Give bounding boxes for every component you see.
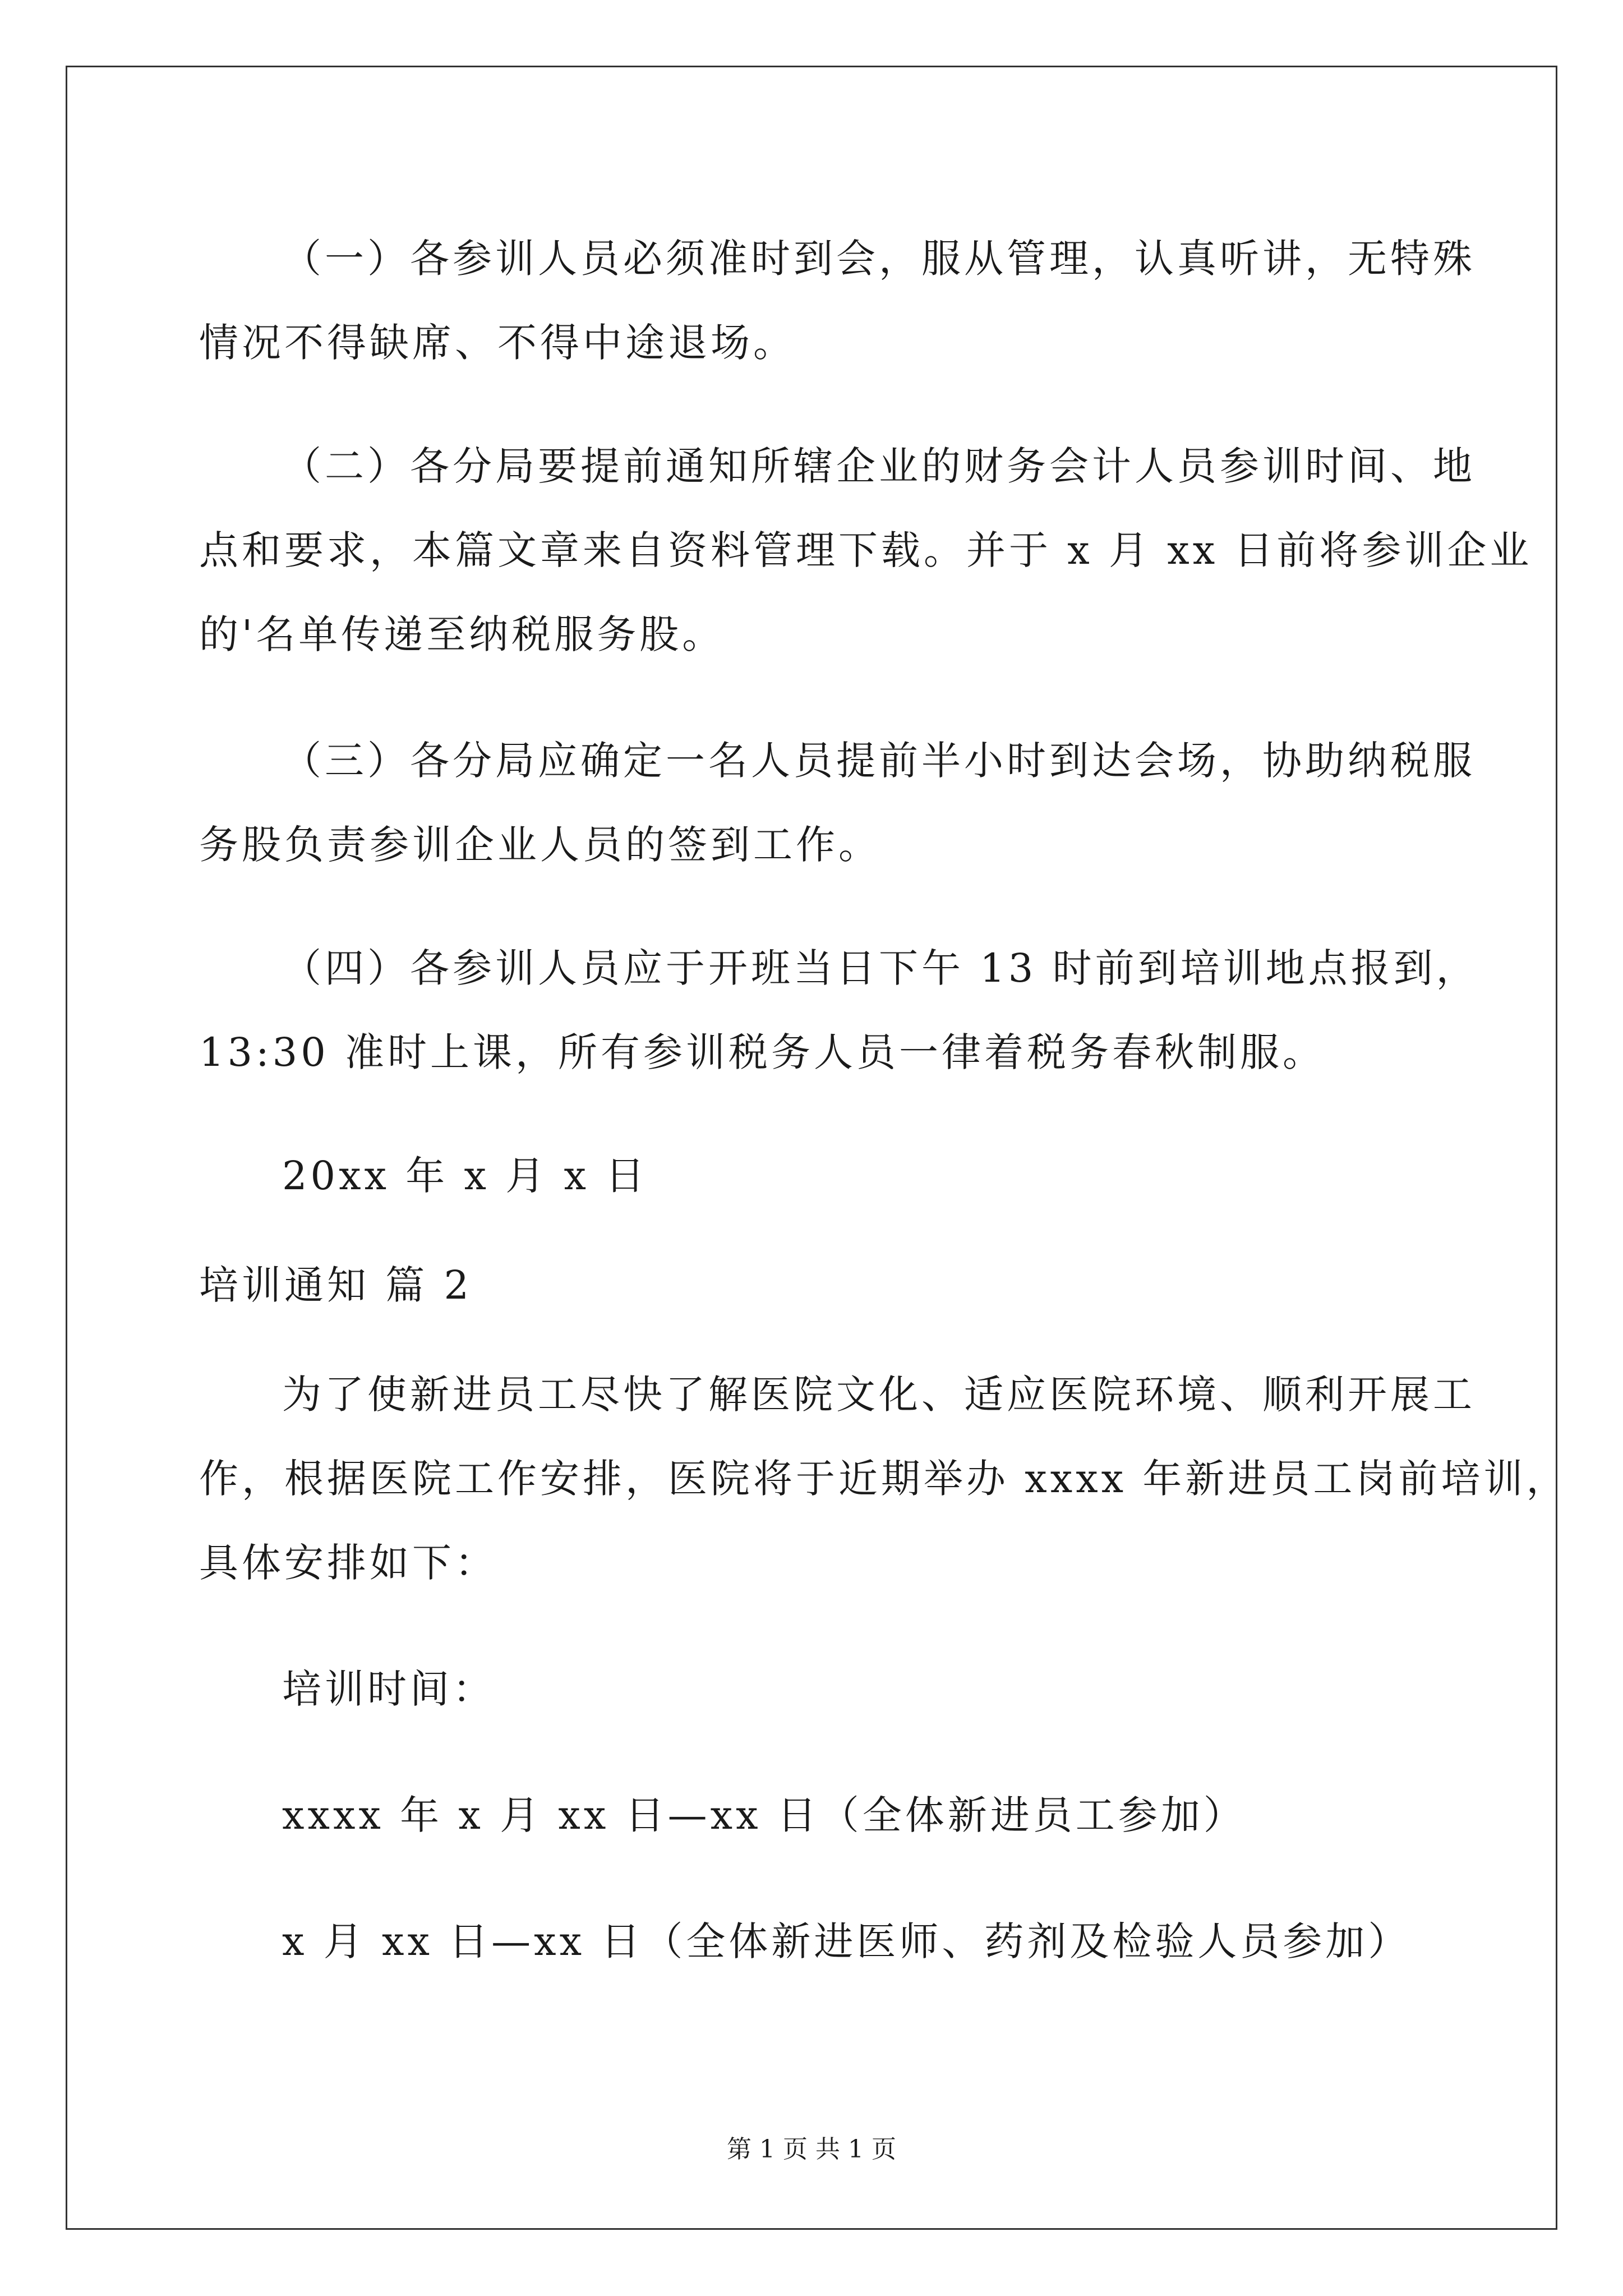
paragraph-1-line-2: 情况不得缺席、不得中途退场。 [199,320,796,366]
paragraph-2-line-2: 点和要求，本篇文章来自资料管理下载。并于 x 月 xx 日前将参训企业 [199,527,1533,573]
paragraph-5-line-3: 具体安排如下： [199,1540,497,1586]
paragraph-1-line-1: （一）各参训人员必须准时到会，服从管理，认真听讲，无特殊 [282,236,1476,282]
paragraph-3-line-2: 务股负责参训企业人员的签到工作。 [199,822,881,868]
paragraph-5-line-1: 为了使新进员工尽快了解医院文化、适应医院环境、顺利开展工 [282,1372,1476,1418]
signature-date: 20xx 年 x 月 x 日 [282,1153,648,1199]
paragraph-4-line-1: （四）各参训人员应于开班当日下午 13 时前到培训地点报到， [282,945,1479,991]
paragraph-4-line-2: 13:30 准时上课，所有参训税务人员一律着税务春秋制服。 [199,1029,1325,1075]
training-time-label: 培训时间： [282,1666,495,1712]
paragraph-2-line-3: 的'名单传递至纳税服务股。 [199,611,725,657]
page-footer: 第 1 页 共 1 页 [727,2135,896,2164]
training-schedule-2: x 月 xx 日—xx 日（全体新进医师、药剂及检验人员参加） [282,1918,1411,1964]
training-schedule-1: xxxx 年 x 月 xx 日—xx 日（全体新进员工参加） [282,1792,1246,1838]
paragraph-2-line-1: （二）各分局要提前通知所辖企业的财务会计人员参训时间、地 [282,443,1476,489]
paragraph-3-line-1: （三）各分局应确定一名人员提前半小时到达会场，协助纳税服 [282,738,1476,784]
section-heading: 培训通知 篇 2 [199,1262,473,1308]
paragraph-5-line-2: 作，根据医院工作安排，医院将于近期举办 xxxx 年新进员工岗前培训， [199,1456,1569,1502]
